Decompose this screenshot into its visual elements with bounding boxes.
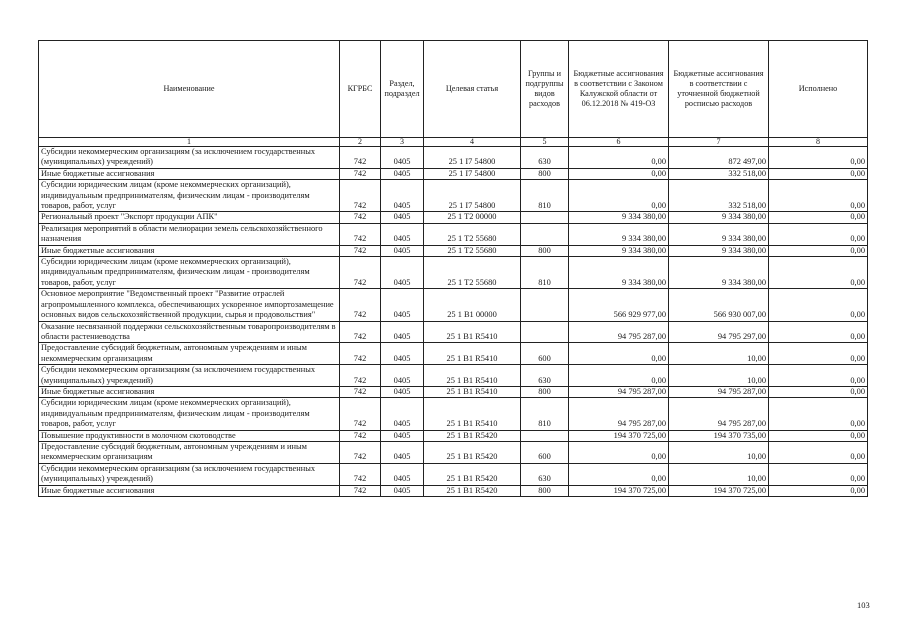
cell-kgrbs: 742: [340, 223, 381, 245]
cell-group: 600: [521, 441, 569, 463]
cell-refined: 10,00: [669, 365, 769, 387]
table-row: [39, 463, 868, 485]
table-row: [39, 441, 868, 463]
table-row: [39, 321, 868, 343]
cell-law: 0,00: [569, 365, 669, 387]
cell-section: 0405: [381, 485, 424, 496]
col-number: 5: [521, 138, 569, 147]
cell-section: 0405: [381, 180, 424, 212]
cell-name: Субсидии некоммерческим организациям (за исключением государственных (муниципальных) учреждений): [39, 365, 340, 387]
cell-group: 630: [521, 463, 569, 485]
cell-target: 25 1 B1 00000: [424, 289, 521, 321]
cell-executed: 0,00: [769, 147, 868, 169]
cell-kgrbs: 742: [340, 168, 381, 179]
cell-kgrbs: 742: [340, 180, 381, 212]
table-row: [39, 343, 868, 365]
cell-section: 0405: [381, 365, 424, 387]
cell-section: 0405: [381, 463, 424, 485]
page-number: 103: [857, 600, 870, 610]
cell-target: 25 1 B1 R5420: [424, 463, 521, 485]
cell-refined: 566 930 007,00: [669, 289, 769, 321]
header-law: Бюджетные ассигнования в соответствии с Законом Калужской области от 06.12.2018 № 419-ОЗ: [569, 41, 669, 138]
cell-name: Иные бюджетные ассигнования: [39, 386, 340, 397]
cell-name: Субсидии некоммерческим организациям (за исключением государственных (муниципальных) учреждений): [39, 463, 340, 485]
cell-section: 0405: [381, 168, 424, 179]
cell-law: 0,00: [569, 168, 669, 179]
cell-kgrbs: 742: [340, 245, 381, 256]
budget-table-container: [38, 40, 867, 497]
cell-executed: 0,00: [769, 365, 868, 387]
table-row: [39, 257, 868, 289]
cell-section: 0405: [381, 223, 424, 245]
cell-section: 0405: [381, 343, 424, 365]
cell-group: 630: [521, 365, 569, 387]
table-row: [39, 430, 868, 441]
cell-target: 25 1 B1 R5410: [424, 398, 521, 430]
cell-refined: 9 334 380,00: [669, 245, 769, 256]
cell-name: Региональный проект "Экспорт продукции АПК": [39, 212, 340, 223]
cell-kgrbs: 742: [340, 147, 381, 169]
cell-name: Предоставление субсидий бюджетным, автономным учреждениям и иным некоммерческим организациям: [39, 343, 340, 365]
cell-target: 25 1 T2 00000: [424, 212, 521, 223]
cell-section: 0405: [381, 441, 424, 463]
table-row: [39, 365, 868, 387]
cell-executed: 0,00: [769, 321, 868, 343]
cell-executed: 0,00: [769, 430, 868, 441]
cell-target: 25 1 B1 R5420: [424, 430, 521, 441]
cell-section: 0405: [381, 257, 424, 289]
cell-name: Субсидии юридическим лицам (кроме некоммерческих организаций), индивидуальным предпринимателям, физическим лицам - производителям товаров, работ, услуг: [39, 257, 340, 289]
cell-name: Предоставление субсидий бюджетным, автономным учреждениям и иным некоммерческим организациям: [39, 441, 340, 463]
cell-target: 25 1 B1 R5410: [424, 343, 521, 365]
cell-executed: 0,00: [769, 180, 868, 212]
cell-refined: 94 795 287,00: [669, 386, 769, 397]
cell-law: 194 370 725,00: [569, 485, 669, 496]
cell-executed: 0,00: [769, 289, 868, 321]
cell-target: 25 1 T2 55680: [424, 245, 521, 256]
table-row: [39, 485, 868, 496]
cell-group: 800: [521, 386, 569, 397]
cell-target: 25 1 B1 R5410: [424, 365, 521, 387]
cell-law: 0,00: [569, 343, 669, 365]
header-refined: Бюджетные ассигнования в соответствии с уточненной бюджетной росписью расходов: [669, 41, 769, 138]
cell-executed: 0,00: [769, 441, 868, 463]
cell-group: 600: [521, 343, 569, 365]
table-row: [39, 180, 868, 212]
cell-law: 9 334 380,00: [569, 257, 669, 289]
cell-name: Иные бюджетные ассигнования: [39, 485, 340, 496]
cell-refined: 10,00: [669, 441, 769, 463]
cell-group: 800: [521, 245, 569, 256]
cell-law: 0,00: [569, 180, 669, 212]
cell-law: 9 334 380,00: [569, 245, 669, 256]
cell-kgrbs: 742: [340, 321, 381, 343]
cell-kgrbs: 742: [340, 441, 381, 463]
cell-refined: 332 518,00: [669, 180, 769, 212]
cell-refined: 872 497,00: [669, 147, 769, 169]
cell-group: 800: [521, 168, 569, 179]
cell-refined: 94 795 287,00: [669, 398, 769, 430]
cell-group: 800: [521, 485, 569, 496]
cell-group: [521, 289, 569, 321]
cell-law: 0,00: [569, 441, 669, 463]
cell-refined: 332 518,00: [669, 168, 769, 179]
cell-name: Субсидии юридическим лицам (кроме некоммерческих организаций), индивидуальным предпринимателям, физическим лицам - производителям товаров, работ, услуг: [39, 398, 340, 430]
col-number: 7: [669, 138, 769, 147]
cell-refined: 9 334 380,00: [669, 212, 769, 223]
cell-kgrbs: 742: [340, 463, 381, 485]
cell-section: 0405: [381, 289, 424, 321]
table-body: [39, 147, 868, 497]
cell-kgrbs: 742: [340, 430, 381, 441]
cell-kgrbs: 742: [340, 365, 381, 387]
table-row: [39, 212, 868, 223]
cell-section: 0405: [381, 398, 424, 430]
table-row: [39, 147, 868, 169]
cell-name: Оказание несвязанной поддержки сельскохозяйственным товаропроизводителям в области растениеводства: [39, 321, 340, 343]
cell-kgrbs: 742: [340, 343, 381, 365]
cell-section: 0405: [381, 386, 424, 397]
table-row: [39, 289, 868, 321]
cell-target: 25 1 T2 55680: [424, 223, 521, 245]
cell-law: 0,00: [569, 463, 669, 485]
cell-section: 0405: [381, 147, 424, 169]
cell-group: 810: [521, 180, 569, 212]
cell-law: 94 795 287,00: [569, 398, 669, 430]
cell-executed: 0,00: [769, 257, 868, 289]
cell-refined: 10,00: [669, 463, 769, 485]
cell-executed: 0,00: [769, 485, 868, 496]
cell-executed: 0,00: [769, 223, 868, 245]
cell-name: Субсидии некоммерческим организациям (за исключением государственных (муниципальных) учреждений): [39, 147, 340, 169]
cell-section: 0405: [381, 212, 424, 223]
cell-section: 0405: [381, 321, 424, 343]
cell-law: 9 334 380,00: [569, 212, 669, 223]
col-number: 1: [39, 138, 340, 147]
cell-executed: 0,00: [769, 168, 868, 179]
cell-target: 25 1 I7 54800: [424, 168, 521, 179]
cell-kgrbs: 742: [340, 212, 381, 223]
cell-group: [521, 223, 569, 245]
cell-kgrbs: 742: [340, 289, 381, 321]
cell-refined: 94 795 297,00: [669, 321, 769, 343]
cell-executed: 0,00: [769, 463, 868, 485]
cell-section: 0405: [381, 430, 424, 441]
header-executed: Исполнено: [769, 41, 868, 138]
col-number: 2: [340, 138, 381, 147]
cell-name: Реализация мероприятий в области мелиорации земель сельскохозяйственного назначения: [39, 223, 340, 245]
cell-refined: 9 334 380,00: [669, 257, 769, 289]
cell-executed: 0,00: [769, 212, 868, 223]
cell-group: [521, 430, 569, 441]
cell-executed: 0,00: [769, 245, 868, 256]
cell-refined: 10,00: [669, 343, 769, 365]
header-name: Наименование: [39, 41, 340, 138]
cell-law: 94 795 287,00: [569, 321, 669, 343]
cell-executed: 0,00: [769, 386, 868, 397]
cell-law: 0,00: [569, 147, 669, 169]
cell-target: 25 1 B1 R5420: [424, 485, 521, 496]
cell-executed: 0,00: [769, 343, 868, 365]
cell-kgrbs: 742: [340, 485, 381, 496]
cell-name: Основное мероприятие "Ведомственный проект "Развитие отраслей агропромышленного комплекса, обеспечивающих ускоренное импортозамещение основных видов сельскохозяйственной продукции, сырья и продовольствия": [39, 289, 340, 321]
col-number: 8: [769, 138, 868, 147]
header-kgrbs: КГРБС: [340, 41, 381, 138]
cell-section: 0405: [381, 245, 424, 256]
table-row: [39, 223, 868, 245]
cell-group: [521, 212, 569, 223]
cell-name: Субсидии юридическим лицам (кроме некоммерческих организаций), индивидуальным предпринимателям, физическим лицам - производителям товаров, работ, услуг: [39, 180, 340, 212]
table-row: [39, 386, 868, 397]
col-number: 6: [569, 138, 669, 147]
cell-name: Иные бюджетные ассигнования: [39, 245, 340, 256]
cell-executed: 0,00: [769, 398, 868, 430]
cell-refined: 194 370 735,00: [669, 430, 769, 441]
cell-group: 810: [521, 257, 569, 289]
table-row: [39, 245, 868, 256]
cell-target: 25 1 T2 55680: [424, 257, 521, 289]
header-target: Целевая статья: [424, 41, 521, 138]
cell-target: 25 1 I7 54800: [424, 180, 521, 212]
cell-law: 194 370 725,00: [569, 430, 669, 441]
cell-target: 25 1 B1 R5410: [424, 386, 521, 397]
cell-target: 25 1 I7 54800: [424, 147, 521, 169]
budget-table: [38, 40, 868, 497]
cell-law: 9 334 380,00: [569, 223, 669, 245]
cell-name: Иные бюджетные ассигнования: [39, 168, 340, 179]
cell-refined: 9 334 380,00: [669, 223, 769, 245]
cell-kgrbs: 742: [340, 386, 381, 397]
cell-group: [521, 321, 569, 343]
header-section: Раздел, подраздел: [381, 41, 424, 138]
cell-law: 566 929 977,00: [569, 289, 669, 321]
cell-target: 25 1 B1 R5420: [424, 441, 521, 463]
cell-group: 630: [521, 147, 569, 169]
table-row: [39, 168, 868, 179]
cell-target: 25 1 B1 R5410: [424, 321, 521, 343]
cell-kgrbs: 742: [340, 257, 381, 289]
table-row: [39, 398, 868, 430]
col-number: 3: [381, 138, 424, 147]
cell-name: Повышение продуктивности в молочном скотоводстве: [39, 430, 340, 441]
header-groups: Группы и подгруппы видов расходов: [521, 41, 569, 138]
col-number: 4: [424, 138, 521, 147]
table-header: [39, 41, 868, 147]
cell-law: 94 795 287,00: [569, 386, 669, 397]
cell-kgrbs: 742: [340, 398, 381, 430]
cell-group: 810: [521, 398, 569, 430]
cell-refined: 194 370 725,00: [669, 485, 769, 496]
